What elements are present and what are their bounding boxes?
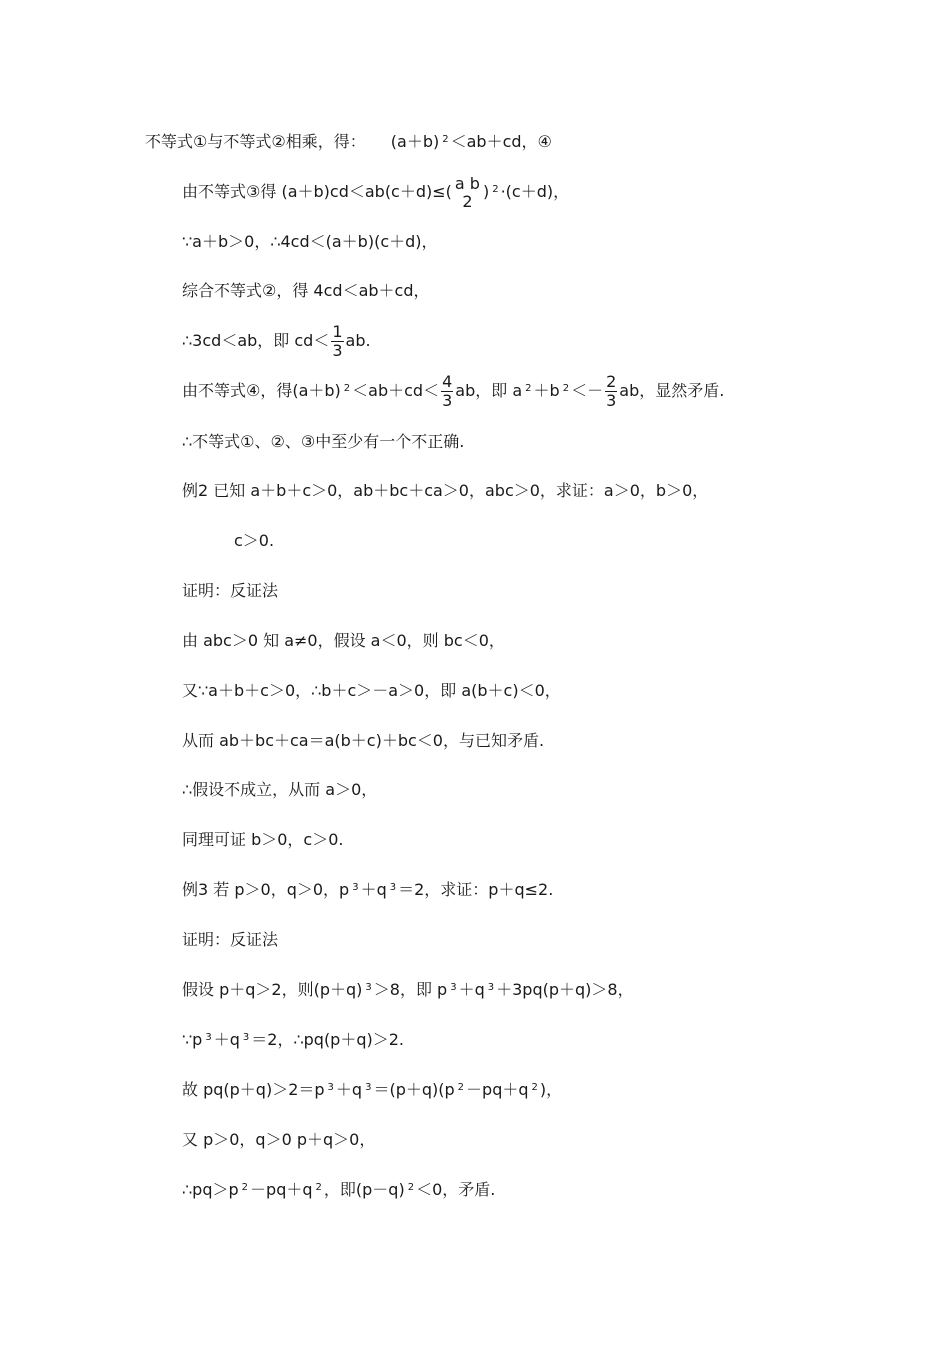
text: ＜－: [571, 381, 604, 400]
text: ，即(p－q): [323, 1180, 405, 1199]
superscript: 2: [531, 1082, 538, 1093]
text-line: [182, 1030, 404, 1050]
text-line: [182, 780, 377, 800]
text: ＝(p＋q)(p: [373, 1080, 455, 1099]
text: 假设 p＋q＞2，则(p＋q): [182, 980, 363, 999]
text: ): [482, 182, 490, 201]
superscript: 2: [407, 1182, 415, 1193]
text: ∵a＋b＞0，∴4cd＜(a＋b)(c＋d)，: [182, 232, 438, 251]
text: ＜0，矛盾.: [416, 1180, 496, 1199]
superscript: 2: [241, 1182, 249, 1193]
text: ＋q: [360, 880, 387, 899]
superscript: 3: [352, 882, 359, 893]
text-line: [182, 370, 724, 412]
text: ∴3cd＜ab，即 cd＜: [182, 331, 330, 350]
text: 又 p＞0，q＞0 p＋q＞0，: [182, 1130, 376, 1149]
text: ＜ab＋cd，④: [450, 132, 552, 151]
text: 证明：反证法: [182, 930, 279, 949]
text-line: [182, 581, 278, 601]
superscript: 3: [327, 1082, 334, 1093]
text-line: [234, 531, 274, 551]
text-line: [182, 731, 544, 751]
text: ∵p: [182, 1030, 203, 1049]
text: ＜ab＋cd＜: [352, 381, 440, 400]
text: 又∵a＋b＋c＞0，∴b＋c＞－a＞0，即 a(b＋c)＜0，: [182, 681, 561, 700]
example-heading: [182, 481, 708, 501]
fraction: [331, 323, 343, 360]
denominator: 3: [442, 391, 453, 410]
text: (a＋b)cd＜ab(c＋d)≤(: [281, 182, 452, 201]
superscript: 2: [442, 134, 449, 145]
numerator: a b: [454, 173, 480, 193]
text-line: [182, 172, 569, 212]
text: －pq＋q: [466, 1080, 529, 1099]
text-line: [182, 631, 505, 651]
text: ＋3pq(p＋q)＞8，: [496, 980, 634, 999]
text: 从而 ab＋bc＋ca＝a(b＋c)＋bc＜0，与已知矛盾.: [182, 731, 545, 750]
numerator: 1: [332, 322, 343, 341]
text: 由不等式③得: [182, 182, 277, 201]
text: ＝2，∴pq(p＋q)＞2.: [251, 1030, 405, 1049]
text: 例2 已知 a＋b＋c＞0，ab＋bc＋ca＞0，abc＞0，求证：a＞0，b＞0，: [182, 481, 709, 500]
text: 例3 若 p＞0，q＞0，p: [182, 880, 350, 899]
text-line: [182, 432, 464, 452]
text: ＋b: [533, 381, 560, 400]
text: －pq＋q: [250, 1180, 313, 1199]
example-heading: [182, 880, 553, 900]
text-line: [182, 1130, 375, 1150]
text: 综合不等式②，得 4cd＜ab＋cd，: [182, 281, 430, 300]
text: ·(c＋d)，: [500, 182, 570, 201]
denominator: 3: [332, 341, 343, 360]
denominator: 2: [462, 191, 473, 211]
text: ＞8，即 p: [373, 980, 448, 999]
superscript: 2: [562, 383, 570, 394]
superscript: 2: [343, 383, 351, 394]
text: ＋q: [458, 980, 485, 999]
text-line: [182, 930, 278, 950]
text-line: [182, 1080, 562, 1100]
superscript: 2: [492, 184, 499, 195]
superscript: 2: [457, 1082, 465, 1093]
text-line: [182, 281, 429, 301]
superscript: 3: [450, 982, 457, 993]
text: ∴不等式①、②、③中至少有一个不正确.: [182, 432, 465, 451]
text: 故 pq(p＋q)＞2＝p: [182, 1080, 325, 1099]
text: 同理可证 b＞0，c＞0.: [182, 830, 344, 849]
text: ∴假设不成立，从而 a＞0，: [182, 780, 378, 799]
fraction: [605, 373, 617, 410]
text: )，: [539, 1080, 563, 1099]
text-line: [182, 320, 371, 362]
text: ＋q: [213, 1030, 240, 1049]
text: ab，显然矛盾.: [619, 381, 725, 400]
text: 由 abc＞0 知 a≠0，假设 a＜0，则 bc＜0，: [182, 631, 505, 650]
text-line: [182, 980, 634, 1000]
text-line: [182, 681, 561, 701]
text: ∴pq＞p: [182, 1180, 239, 1199]
text: ＝2，求证：p＋q≤2.: [398, 880, 554, 899]
text: 不等式①与不等式②相乘，得：: [145, 132, 366, 151]
denominator: 3: [606, 391, 617, 410]
text: c＞0.: [234, 531, 275, 550]
text: (a＋b): [390, 132, 440, 151]
superscript: 3: [205, 1032, 212, 1043]
superscript: 3: [242, 1032, 250, 1043]
fraction: [441, 373, 453, 410]
superscript: 3: [389, 882, 397, 893]
numerator: 4: [442, 372, 453, 391]
superscript: 3: [487, 982, 495, 993]
superscript: 2: [525, 383, 532, 394]
fraction: [454, 175, 481, 211]
text: ＋q: [335, 1080, 363, 1099]
text-line: [182, 830, 344, 850]
superscript: 2: [315, 1182, 322, 1193]
numerator: 2: [606, 372, 617, 391]
text: ab，即 a: [455, 381, 523, 400]
text: 由不等式④，得(a＋b): [182, 381, 341, 400]
text-line: [182, 232, 438, 252]
text: 证明：反证法: [182, 581, 279, 600]
text-line: [182, 1180, 495, 1200]
text: ab.: [345, 331, 371, 350]
superscript: 3: [365, 982, 372, 993]
superscript: 3: [365, 1082, 372, 1093]
text-line: [145, 132, 552, 152]
